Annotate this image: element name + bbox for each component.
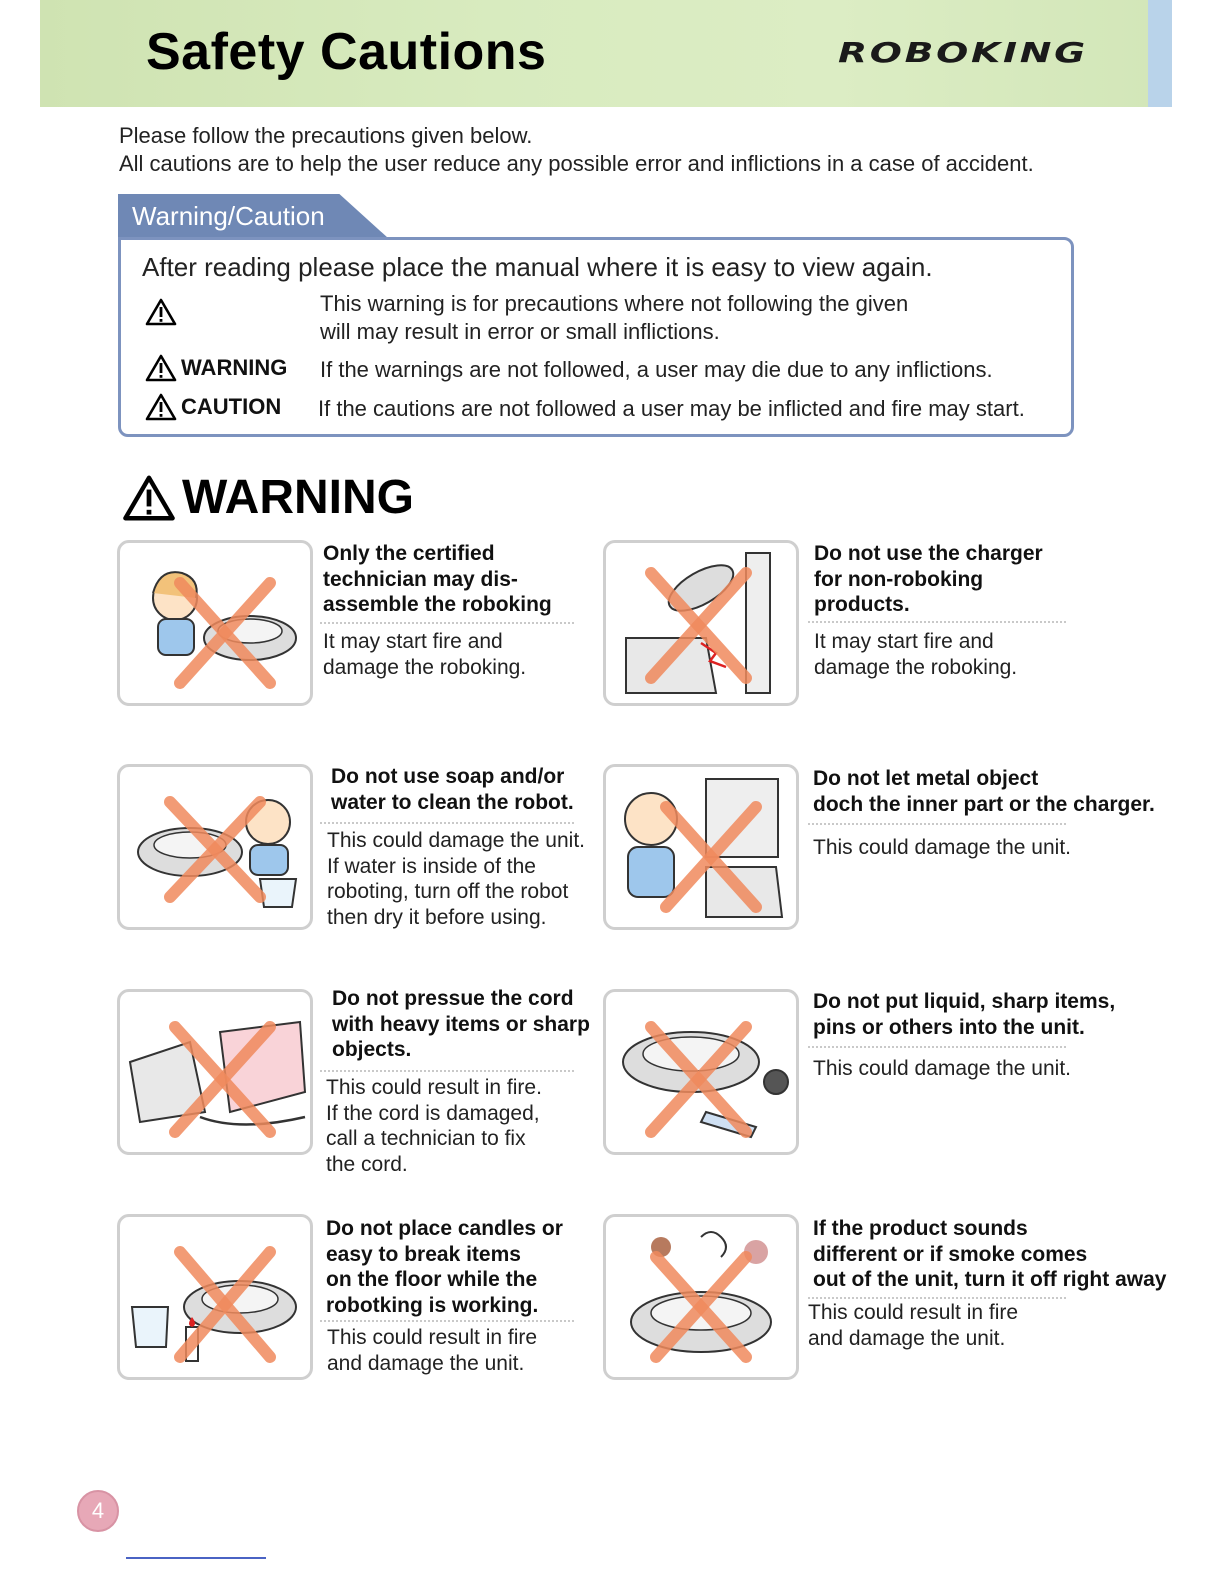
card-title-line: technician may dis- xyxy=(323,567,518,591)
legend-key-general xyxy=(145,298,181,326)
card-divider xyxy=(808,823,1066,825)
card-title-line: Do not use soap and/or xyxy=(331,765,565,788)
card-title-line: with heavy items or sharp xyxy=(332,1012,590,1036)
water-cleaning-icon xyxy=(120,767,310,927)
card-divider xyxy=(320,1070,574,1072)
card-title-line: robotking is working. xyxy=(326,1293,539,1317)
card-title xyxy=(813,1216,1166,1293)
card-title-line: doch the inner part or the charger. xyxy=(813,792,1155,816)
card-title-line: Do not pressue the cord xyxy=(332,987,574,1010)
smoke-sound-icon xyxy=(606,1217,796,1377)
card-title-line: pins or others into the unit. xyxy=(813,1015,1085,1039)
legend-desc-caution xyxy=(318,395,1025,423)
page-title: Safety Cautions xyxy=(146,23,547,81)
card-text xyxy=(327,1325,537,1376)
card-title-line: water to clean the robot. xyxy=(331,790,574,814)
warning-triangle-icon xyxy=(122,474,176,522)
card-text xyxy=(808,1300,1018,1351)
card-text-line: This could damage the unit. xyxy=(813,836,1071,859)
card-illustration xyxy=(603,764,799,930)
header-edge-accent xyxy=(1148,0,1172,107)
warning-heading xyxy=(122,470,414,525)
intro-text xyxy=(119,122,1034,178)
warning-triangle-icon xyxy=(145,298,177,326)
card-text-line: and damage the unit. xyxy=(327,1351,525,1375)
metal-object-charger-icon xyxy=(606,767,796,927)
card-divider xyxy=(808,1297,1066,1299)
card-title xyxy=(332,986,590,1063)
card-divider xyxy=(320,822,574,824)
card-divider xyxy=(808,621,1066,623)
page-number-badge: 4 xyxy=(77,1490,119,1532)
card-title xyxy=(813,989,1115,1040)
card-text-line: This could result in fire. xyxy=(326,1076,542,1099)
card-title xyxy=(813,766,1155,817)
card-text-line: If water is inside of the xyxy=(327,854,536,878)
legend-desc-warning xyxy=(320,356,993,384)
card-text-line: then dry it before using. xyxy=(327,905,547,929)
card-title-line: If the product sounds xyxy=(813,1217,1028,1240)
legend-desc-line: If the cautions are not followed a user may be inflicted and fire may start. xyxy=(318,396,1025,421)
card-illustration xyxy=(117,540,313,706)
candle-breakable-icon xyxy=(120,1217,310,1377)
card-title-line: Do not place candles or xyxy=(326,1217,563,1240)
footer-rule xyxy=(126,1557,266,1559)
card-title-line: Only the certified xyxy=(323,542,495,565)
card-text-line: the cord. xyxy=(326,1152,408,1176)
card-text xyxy=(813,1056,1071,1082)
warning-title: WARNING xyxy=(182,471,414,524)
card-title-line: Do not use the charger xyxy=(814,542,1043,565)
card-text xyxy=(323,629,526,680)
card-title xyxy=(326,1216,563,1318)
card-title xyxy=(323,541,552,618)
card-text-line: It may start fire and xyxy=(323,630,503,653)
card-text-line: This could damage the unit. xyxy=(813,1057,1071,1080)
card-text xyxy=(326,1075,542,1177)
card-divider xyxy=(320,622,574,624)
legend-desc-line: will may result in error or small inflictions. xyxy=(320,319,720,344)
card-text-line: If the cord is damaged, xyxy=(326,1101,540,1125)
technician-disassemble-icon xyxy=(120,543,310,703)
card-illustration xyxy=(117,1214,313,1380)
warning-triangle-icon xyxy=(145,393,177,421)
legend-key-label: WARNING xyxy=(181,355,288,380)
card-title-line: out of the unit, turn it off right away xyxy=(813,1268,1167,1291)
sharp-items-icon xyxy=(606,992,796,1152)
brand-logo: ROBOKING xyxy=(838,36,1088,69)
card-illustration xyxy=(603,1214,799,1380)
warning-caution-tab-label: Warning/Caution xyxy=(132,201,325,231)
card-title-line: on the floor while the xyxy=(326,1268,538,1291)
card-illustration xyxy=(603,989,799,1155)
warning-caution-lead: After reading please place the manual where it is easy to view again. xyxy=(142,252,933,282)
card-text-line: This could result in fire xyxy=(327,1326,538,1349)
intro-line: All cautions are to help the user reduce any possible error and inflictions in a case of accident. xyxy=(119,151,1034,176)
legend-desc-line: If the warnings are not followed, a user may die due to any inflictions. xyxy=(320,357,993,382)
charger-other-product-icon xyxy=(606,543,796,703)
warning-triangle-icon xyxy=(145,354,177,382)
card-title-line: different or if smoke comes xyxy=(813,1242,1088,1266)
intro-line: Please follow the precautions given below. xyxy=(119,123,533,148)
card-title xyxy=(331,764,574,815)
card-title-line: objects. xyxy=(332,1038,412,1061)
card-text-line: and damage the unit. xyxy=(808,1326,1006,1350)
card-title-line: assemble the roboking xyxy=(323,593,552,616)
cord-pressure-icon xyxy=(120,992,310,1152)
card-text xyxy=(814,629,1017,680)
card-text-line: This could result in fire xyxy=(808,1301,1019,1324)
card-text-line: call a technician to fix xyxy=(326,1127,526,1150)
card-title-line: Do not put liquid, sharp items, xyxy=(813,990,1116,1013)
card-text-line: damage the roboking. xyxy=(323,655,527,679)
card-text-line: damage the roboking. xyxy=(814,655,1018,679)
card-title-line: Do not let metal object xyxy=(813,767,1039,790)
card-text xyxy=(813,835,1071,861)
card-text xyxy=(327,828,585,930)
legend-key-caution xyxy=(145,393,281,421)
card-title xyxy=(814,541,1043,618)
legend-key-warning xyxy=(145,354,287,382)
card-text-line: It may start fire and xyxy=(814,630,994,653)
card-text-line: This could damage the unit. xyxy=(327,829,585,852)
card-title-line: easy to break items xyxy=(326,1242,521,1266)
card-title-line: products. xyxy=(814,593,910,616)
card-illustration xyxy=(603,540,799,706)
legend-desc-general xyxy=(320,290,908,346)
card-divider xyxy=(320,1320,574,1322)
legend-key-label: CAUTION xyxy=(181,394,282,419)
card-divider xyxy=(808,1046,1066,1048)
card-illustration xyxy=(117,764,313,930)
card-illustration xyxy=(117,989,313,1155)
card-text-line: roboting, turn off the robot xyxy=(327,880,569,903)
card-title-line: for non-roboking xyxy=(814,567,984,591)
legend-desc-line: This warning is for precautions where not following the given xyxy=(320,291,909,316)
